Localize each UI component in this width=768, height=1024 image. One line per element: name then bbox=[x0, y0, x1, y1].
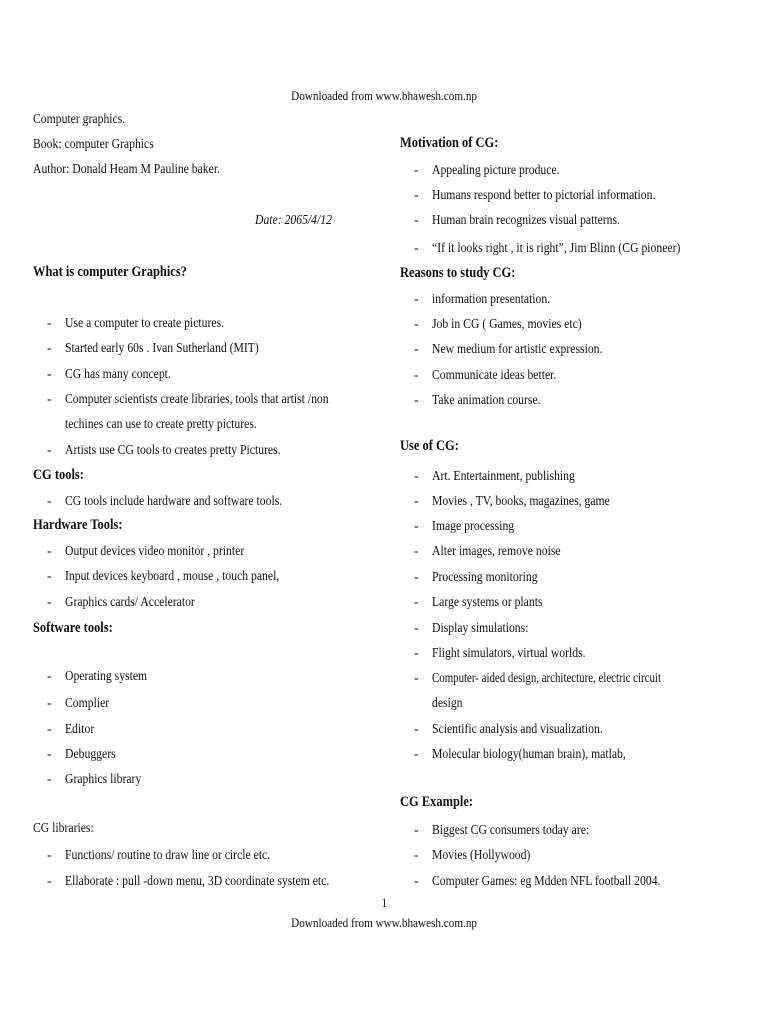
bullet-dash: - bbox=[414, 518, 419, 533]
bullet-dash: - bbox=[47, 391, 52, 406]
bullet-dash: - bbox=[414, 746, 419, 761]
list-item-continuation: techines can use to create pretty pictures. bbox=[65, 416, 257, 431]
section-heading-cg-tools: CG tools: bbox=[33, 467, 84, 483]
bullet-dash: - bbox=[47, 442, 52, 457]
bullet-dash: - bbox=[47, 847, 52, 862]
bullet-dash: - bbox=[414, 316, 419, 331]
bullet-dash: - bbox=[414, 187, 419, 202]
bullet-dash: - bbox=[414, 341, 419, 356]
bullet-dash: - bbox=[414, 594, 419, 609]
bullet-dash: - bbox=[47, 568, 52, 583]
bullet-dash: - bbox=[414, 367, 419, 382]
bullet-dash: - bbox=[47, 493, 52, 508]
bullet-dash: - bbox=[47, 543, 52, 558]
section-heading-reasons: Reasons to study CG: bbox=[400, 265, 516, 281]
bullet-dash: - bbox=[47, 315, 52, 330]
bullet-dash: - bbox=[47, 873, 52, 888]
bullet-dash: - bbox=[414, 493, 419, 508]
section-heading-software-tools: Software tools: bbox=[33, 620, 113, 636]
bullet-dash: - bbox=[47, 340, 52, 355]
section-heading-cg-example: CG Example: bbox=[400, 794, 474, 810]
bullet-dash: - bbox=[414, 240, 419, 255]
bullet-dash: - bbox=[414, 645, 419, 660]
right-column: Motivation of CG: - Appealing picture produce. - Humans respond better to pictorial information. - Human brain recognizes visual patterns. - “If it looks right , it is right”, Jim Blinn (CG pioneer) Reasons to study CG: - information presentation. - Job in CG ( Games, movies etc) - New medium for artistic expression. - Communicate ideas better. - Take animation course. Use of CG: - Art. Entertainment, publishing - Movies , TV, books, magazines, game - Image processing - Alter images, remove noise - Processing monitoring - Large systems or plants - Display simulations: - Flight simulators, virtual worlds. - Computer- aided design, architecture, electric circuit design - Scientific analysis and visualization. - Molecular biology(human brain), matlab, CG Example: - Biggest CG consumers today are: - Movies (Hollywood) - Computer Games: eg Mdden NFL football 2004. bbox=[400, 135, 681, 888]
section-heading-use-of-cg: Use of CG: bbox=[400, 438, 459, 454]
section-heading-hardware-tools: Hardware Tools: bbox=[33, 517, 123, 533]
bullet-dash: - bbox=[414, 392, 419, 407]
page-number: 1 bbox=[381, 895, 387, 910]
bullet-dash: - bbox=[414, 291, 419, 306]
footer-source-text: Downloaded from www.bhawesh.com.np bbox=[291, 915, 477, 930]
bullet-dash: - bbox=[414, 569, 419, 584]
bullet-dash: - bbox=[414, 873, 419, 888]
bullet-dash: - bbox=[414, 721, 419, 736]
bullet-dash: - bbox=[47, 771, 52, 786]
bullet-dash: - bbox=[414, 162, 419, 177]
bullet-dash: - bbox=[47, 366, 52, 381]
bullet-dash: - bbox=[47, 594, 52, 609]
bullet-dash: - bbox=[414, 620, 419, 635]
bullet-dash: - bbox=[47, 695, 52, 710]
left-column: Computer graphics. Book: computer Graphics Author: Donald Heam M Pauline baker. Date: 2065/4/12 What is computer Graphics? - Use a computer to create pictures. - Started early 60s . Ivan Sutherland (MIT) - CG has many concept. - Computer scientists create libraries, tools that artist /non techines can use to create pretty pictures. - Artists use CG tools to creates pretty Pictures. CG tools: - CG tools include hardware and software tools. Hardware Tools: - Output devices video monitor , printer - Input devices keyboard , mouse , touch panel, - Graphics cards/ Accelerator Software tools: - Operating system - Complier - Editor - Debuggers - Graphics library CG libraries: - Functions/ routine to draw line or circle etc. - Ellaborate : pull -down menu, 3D coordinate system etc. bbox=[33, 0, 373, 1024]
section-heading-cg-libraries: CG libraries: bbox=[33, 820, 94, 835]
header-source-text: Downloaded from www.bhawesh.com.np bbox=[291, 88, 477, 103]
bullet-dash: - bbox=[414, 468, 419, 483]
document-date: Date: 2065/4/12 bbox=[255, 212, 332, 227]
bullet-dash: - bbox=[414, 543, 419, 558]
intro-line: Book: computer Graphics bbox=[33, 136, 154, 151]
bullet-dash: - bbox=[414, 670, 419, 685]
bullet-dash: - bbox=[47, 746, 52, 761]
intro-line: Author: Donald Heam M Pauline baker. bbox=[33, 161, 221, 176]
intro-line: Computer graphics. bbox=[33, 111, 126, 126]
list-item-continuation: design bbox=[432, 695, 463, 710]
bullet-dash: - bbox=[414, 212, 419, 227]
bullet-dash: - bbox=[47, 668, 52, 683]
bullet-dash: - bbox=[414, 847, 419, 862]
bullet-dash: - bbox=[47, 721, 52, 736]
section-heading-motivation: Motivation of CG: bbox=[400, 135, 499, 151]
page-footer bbox=[0, 915, 768, 931]
bullet-dash: - bbox=[414, 822, 419, 837]
section-heading-what-is-cg: What is computer Graphics? bbox=[33, 264, 187, 280]
